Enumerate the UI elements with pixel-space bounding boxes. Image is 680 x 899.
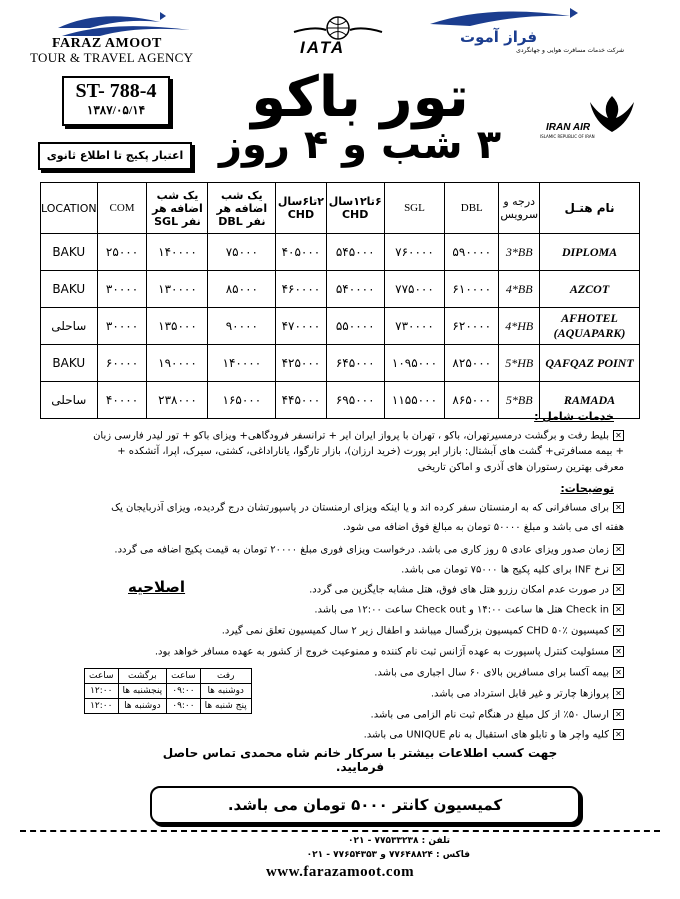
note-line: ✕زمان صدور ویزای عادی ۵ روز کاری می باشد. درخواست ویزای فوری مبلغ ۲۰۰۰۰ تومان به قیمت پکیج اضافه می گردد. <box>114 544 624 556</box>
tour-code-box <box>62 76 170 126</box>
checkbox-icon: ✕ <box>613 604 624 615</box>
agency-name-fa: فراز آموت <box>460 28 538 46</box>
checkbox-icon: ✕ <box>613 584 624 595</box>
table-cell: ساحلی <box>41 308 98 345</box>
validity-note: اعتبار پکیج تا اطلاع ثانوی <box>38 142 192 170</box>
table-cell: 4*BB <box>499 271 540 308</box>
footer-divider <box>20 830 660 832</box>
note-line: ✕Check in هتل ها ساعت ۱۴:۰۰ و Check out ساعت ۱۲:۰۰ می باشد. <box>314 604 624 616</box>
schedule-cell: دوشنبه ها <box>118 699 167 714</box>
services-line: ✕بلیط رفت و برگشت درمسیرتهران، باکو ، تهران با پرواز ایران ایر + ترانسفر فرودگاهی+ ویزای باکو + تور لیدر فارسی زبان <box>93 430 624 442</box>
table-row <box>41 234 640 271</box>
tour-title: تور باکو <box>251 65 469 130</box>
note-line: ✕پروازها چارتر و غیر قابل استرداد می باشد. <box>431 688 624 700</box>
schedule-cell: ۱۲:۰۰ <box>85 699 119 714</box>
note-line: ✕ارسال ۵۰٪ از کل مبلغ در هنگام ثبت نام الزامی می باشد. <box>371 709 624 721</box>
table-header: DBL <box>445 183 499 234</box>
table-cell: BAKU <box>41 234 98 271</box>
services-line: معرفی بهترین رستوران های آذری و اماکن تاریخی <box>417 462 624 473</box>
table-cell: ۱۳۰۰۰۰ <box>147 271 208 308</box>
checkbox-icon: ✕ <box>613 625 624 636</box>
commission-banner: کمیسیون کانتر ۵۰۰۰ تومان می باشد. <box>150 786 580 824</box>
table-header: LOCATION <box>41 183 98 234</box>
note-line: ✕برای مسافرانی که به ارمنستان سفر کرده اند و یا اینکه ویزای ارمنستان در پاسپورتشان درج گردیده، ویزای آذربایجان یک <box>111 502 624 514</box>
table-cell: 4*HB <box>499 308 540 345</box>
table-cell: ۶۲۰۰۰۰ <box>445 308 499 345</box>
note-line: ✕بیمه آکسا برای مسافرین بالای ۶۰ سال اجباری می باشد. <box>374 667 624 679</box>
correction-label: اصلاحیه <box>128 578 186 596</box>
table-row <box>41 345 640 382</box>
table-cell: ۳۰۰۰۰ <box>97 308 147 345</box>
checkbox-icon: ✕ <box>613 729 624 740</box>
table-cell: ۸۵۰۰۰ <box>208 271 276 308</box>
table-cell: ۷۶۰۰۰۰ <box>384 234 444 271</box>
table-header: نام هتـل <box>540 183 640 234</box>
price-table <box>40 182 640 419</box>
tour-code: ST- 788-4 <box>75 80 157 102</box>
schedule-cell: پنجشنبه ها <box>118 684 167 699</box>
checkbox-icon: ✕ <box>613 688 624 699</box>
table-cell: ۱۴۰۰۰۰ <box>147 234 208 271</box>
table-header: یک شب اضافه هر نفر SGL <box>147 183 208 234</box>
table-cell: ۵۴۵۰۰۰ <box>326 234 384 271</box>
schedule-header: رفت <box>200 669 251 684</box>
table-cell: ۲۵۰۰۰ <box>97 234 147 271</box>
table-cell: ساحلی <box>41 382 98 419</box>
table-header: درجه و سرویس <box>499 183 540 234</box>
schedule-cell: ۱۲:۰۰ <box>85 684 119 699</box>
table-cell: ۴۲۵۰۰۰ <box>276 345 326 382</box>
table-cell: ۹۰۰۰۰ <box>208 308 276 345</box>
table-cell: ۴۰۵۰۰۰ <box>276 234 326 271</box>
services-line: + بیمه مسافرتی+ گشت های آبشتال: بازار ایر پورت (خرید ارزان)، بازار تارگوا، یاناراداغی، کشتی، سیرک، اپرا، آتشکده + <box>117 446 624 457</box>
table-cell: ۳۰۰۰۰ <box>97 271 147 308</box>
table-cell: 5*HB <box>499 345 540 382</box>
table-cell: ۱۳۵۰۰۰ <box>147 308 208 345</box>
schedule-header: برگشت <box>118 669 167 684</box>
fax-number: فاکس : ۷۷۶۴۸۸۲۴ و ۷۷۶۵۴۳۵۳ - ۰۲۱ <box>306 850 470 860</box>
table-header: ۶تا۱۲سال CHD <box>326 183 384 234</box>
note-line: ✕مسئولیت کنترل پاسپورت به عهده آژانس ثبت نام کننده و ممنوعیت خروج از کشور به عهده مسافر خواهد بود. <box>155 646 624 658</box>
agency-name-en: FARAZ AMOOT <box>52 36 162 51</box>
table-row <box>41 271 640 308</box>
agency-tagline-en: TOUR & TRAVEL AGENCY <box>30 50 194 65</box>
note-line: ✕کمیسیون CHD ۵۰٪ کمیسیون بزرگسال میباشد و اطفال زیر ۲ سال کمیسیون تعلق نمی گیرد. <box>222 625 624 637</box>
hotel-name: QAFQAZ POINT <box>540 345 640 382</box>
table-cell: ۱۹۰۰۰۰ <box>147 345 208 382</box>
tour-duration: ۳ شب و ۴ روز <box>218 122 501 168</box>
hotel-name: RAMADA <box>540 382 640 419</box>
table-header: یک شب اضافه هر نفر DBL <box>208 183 276 234</box>
table-cell: ۱۶۵۰۰۰ <box>208 382 276 419</box>
table-cell: ۶۴۵۰۰۰ <box>326 345 384 382</box>
tour-date: ۱۳۸۷/۰۵/۱۴ <box>86 103 146 117</box>
note-line: ✕نرخ INF برای کلیه پکیج ها ۷۵۰۰۰ تومان می باشد. <box>401 564 624 576</box>
schedule-cell: ۰۹:۰۰ <box>167 699 201 714</box>
table-cell: ۴۰۰۰۰ <box>97 382 147 419</box>
hotel-name: AFHOTEL (AQUAPARK) <box>540 308 640 345</box>
checkbox-icon: ✕ <box>613 430 624 441</box>
note-line: ✕در صورت عدم امکان رزرو هتل های فوق، هتل مشابه جایگزین می گردد. <box>309 584 624 596</box>
checkbox-icon: ✕ <box>613 709 624 720</box>
schedule-cell: ۰۹:۰۰ <box>167 684 201 699</box>
agency-desc-fa: شرکت خدمات مسافرت هوایی و جهانگردی <box>516 47 624 54</box>
notes-title: توضیحات: <box>560 482 614 495</box>
schedule-header: ساعت <box>167 669 201 684</box>
table-cell: ۱۰۹۵۰۰۰ <box>384 345 444 382</box>
website-link[interactable]: www.farazamoot.com <box>265 864 415 880</box>
table-cell: ۱۱۵۵۰۰۰ <box>384 382 444 419</box>
phone-number: تلفن : ۷۷۵۳۳۲۳۸ - ۰۲۱ <box>348 836 450 846</box>
schedule-cell: پنج شنبه ها <box>200 699 251 714</box>
table-cell: ۵۴۰۰۰۰ <box>326 271 384 308</box>
hotel-name: DIPLOMA <box>540 234 640 271</box>
note-line: هفته ای می باشد و مبلغ ۵۰۰۰۰ تومان به مبالغ فوق اضافه می شود. <box>342 522 624 533</box>
table-row <box>41 308 640 345</box>
table-cell: ۱۴۰۰۰۰ <box>208 345 276 382</box>
table-cell: ۴۷۰۰۰۰ <box>276 308 326 345</box>
table-header: SGL <box>384 183 444 234</box>
table-cell: ۸۲۵۰۰۰ <box>445 345 499 382</box>
table-cell: ۷۷۵۰۰۰ <box>384 271 444 308</box>
table-header: COM <box>97 183 147 234</box>
table-cell: ۲۳۸۰۰۰ <box>147 382 208 419</box>
iata-label: IATA <box>300 38 346 57</box>
schedule-cell: دوشنبه ها <box>200 684 251 699</box>
schedule-row <box>85 699 252 714</box>
table-cell: ۶۹۵۰۰۰ <box>326 382 384 419</box>
table-cell: 5*BB <box>499 382 540 419</box>
schedule-header: ساعت <box>85 669 119 684</box>
table-cell: ۶۰۰۰۰ <box>97 345 147 382</box>
table-cell: ۶۱۰۰۰۰ <box>445 271 499 308</box>
services-title: خدمات شامل : <box>534 410 614 423</box>
checkbox-icon: ✕ <box>613 502 624 513</box>
checkbox-icon: ✕ <box>613 646 624 657</box>
hotel-name: AZCOT <box>540 271 640 308</box>
contact-note: جهت کسب اطلاعات بیشتر با سرکار خانم شاه محمدی تماس حاصل فرمایید. <box>162 746 558 774</box>
table-cell: ۵۹۰۰۰۰ <box>445 234 499 271</box>
table-cell: ۴۴۵۰۰۰ <box>276 382 326 419</box>
table-cell: BAKU <box>41 271 98 308</box>
table-cell: ۸۶۵۰۰۰ <box>445 382 499 419</box>
table-cell: ۴۶۰۰۰۰ <box>276 271 326 308</box>
schedule-header-row <box>85 669 252 684</box>
table-cell: BAKU <box>41 345 98 382</box>
airline-subtitle: ISLAMIC REPUBLIC OF IRAN <box>540 134 595 139</box>
airline-name: IRAN AIR <box>546 122 591 133</box>
table-cell: ۵۵۰۰۰۰ <box>326 308 384 345</box>
checkbox-icon: ✕ <box>613 564 624 575</box>
table-header-row <box>41 183 640 234</box>
flight-schedule-table <box>84 668 252 714</box>
checkbox-icon: ✕ <box>613 544 624 555</box>
note-line: ✕کلیه واچر ها و تابلو های استقبال به نام UNIQUE می باشد. <box>364 729 624 741</box>
table-header: ۲تا۶سال CHD <box>276 183 326 234</box>
table-cell: ۷۵۰۰۰ <box>208 234 276 271</box>
schedule-row <box>85 684 252 699</box>
table-cell: 3*BB <box>499 234 540 271</box>
table-cell: ۷۳۰۰۰۰ <box>384 308 444 345</box>
checkbox-icon: ✕ <box>613 667 624 678</box>
